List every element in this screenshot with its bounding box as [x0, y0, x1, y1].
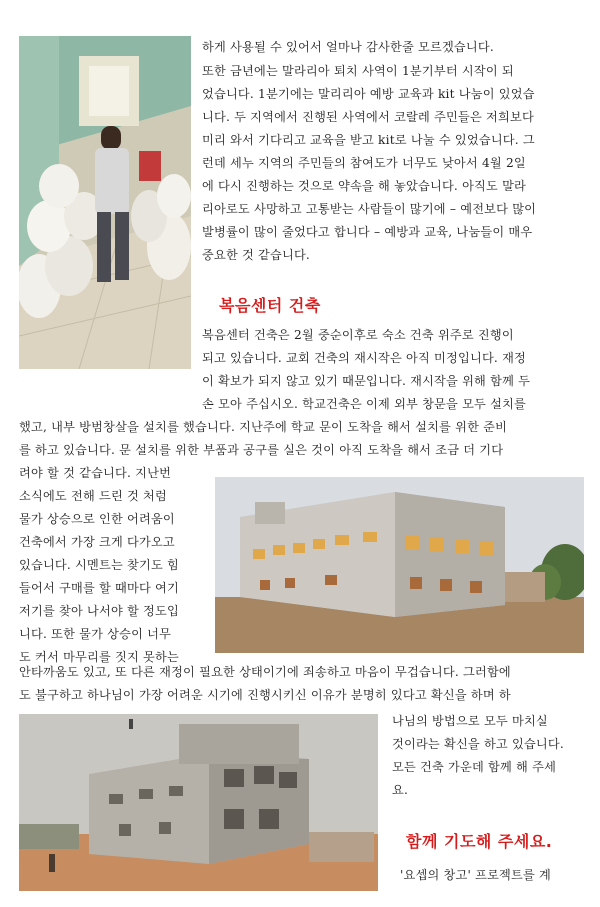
body-text-line: 려야 할 것 같습니다. 지난번 — [19, 466, 172, 480]
body-text-line: 중요한 것 같습니다. — [202, 248, 311, 262]
body-text-line: 발병률이 많이 줄었다고 합니다 – 예방과 교육, 나눔들이 매우 — [202, 225, 533, 239]
body-text-line: 들어서 구매를 할 때마다 여기 — [19, 581, 179, 595]
body-text-line: 것이라는 확신을 하고 있습니다. — [392, 737, 564, 751]
body-text-line: 손 모아 주십시오. 학교건축은 이제 외부 창문을 모두 설치를 — [202, 397, 527, 411]
body-text-line: 소식에도 전해 드린 것 처럼 — [19, 489, 168, 503]
body-text-line: 되고 있습니다. 교회 건축의 재시작은 아직 미정입니다. 재정 — [202, 351, 527, 365]
body-text-line: 하게 사용될 수 있어서 얼마나 감사한줄 모르겠습니다. — [202, 40, 494, 54]
body-text-line: 도 커서 마무리를 짓지 못하는 — [19, 650, 179, 664]
section-heading-gospel-center: 복음센터 건축 — [219, 296, 321, 315]
body-text-line: 었습니다. 1분기에는 말리리아 예방 교육과 kit 나눔이 있었습 — [202, 87, 535, 101]
body-text-line: 미리 와서 기다리고 교육을 받고 kit로 나눌 수 있었습니다. 그 — [202, 133, 535, 147]
body-text-line: '요셉의 창고' 프로젝트를 계 — [400, 868, 552, 882]
body-text-line: 니다. 두 지역에서 진행된 사역에서 코랄레 주민들은 저희보다 — [202, 110, 534, 124]
body-text-line: 리아로도 사망하고 고통받는 사람들이 많기에 – 예전보다 많이 — [202, 202, 537, 216]
body-text-line: 안타까움도 있고, 또 다른 재정이 필요한 상태이기에 죄송하고 마음이 무겁습니다. 그러함에 — [19, 665, 511, 679]
body-text-line: 저기를 찾아 나서야 할 정도입 — [19, 604, 179, 618]
body-text-line: 있습니다. 시멘트는 찾기도 힘 — [19, 558, 179, 572]
body-text-line: 복음센터 건축은 2월 중순이후로 숙소 건축 위주로 진행이 — [202, 328, 514, 342]
supplies-corridor-photo — [19, 36, 191, 369]
body-text-line: 건축에서 가장 크게 다가오고 — [19, 535, 175, 549]
body-text-line: 에 다시 진행하는 것으로 약속을 해 놓았습니다. 아직도 말라 — [202, 179, 527, 193]
body-text-line: 했고, 내부 방범창살을 설치를 했습니다. 지난주에 학교 문이 도착을 해서 설치를 위한 준비 — [19, 420, 508, 434]
body-text-line: 모든 건축 가운데 함께 해 주세 — [392, 760, 557, 774]
body-text-line: 이 확보가 되지 않고 있기 때문입니다. 재시작을 위해 함께 두 — [202, 374, 531, 388]
body-text-line: 런데 세누 지역의 주민들의 참여도가 너무도 낮아서 4월 2일 — [202, 156, 526, 170]
body-text-line: 도 불구하고 하나님이 가장 어려운 시기에 진행시키신 이유가 분명히 있다고 확신을 하며 하 — [19, 688, 511, 702]
body-text-line: 나님의 방법으로 모두 마치실 — [392, 714, 548, 728]
section-heading-pray-together: 함께 기도해 주세요. — [406, 832, 553, 851]
body-text-line: 를 하고 있습니다. 문 설치를 위한 부품과 공구를 실은 것이 아직 도착을 해서 조금 더 기다 — [19, 443, 504, 457]
body-text-line: 또한 금년에는 말라리아 퇴치 사역이 1분기부터 시작이 되 — [202, 64, 514, 78]
body-text-line: 니다. 또한 물가 상승이 너무 — [19, 627, 172, 641]
construction-building-photo — [19, 714, 378, 891]
body-text-line: 요. — [392, 783, 409, 797]
body-text-line: 물가 상승으로 인한 어려움이 — [19, 512, 175, 526]
school-building-photo — [215, 477, 584, 653]
